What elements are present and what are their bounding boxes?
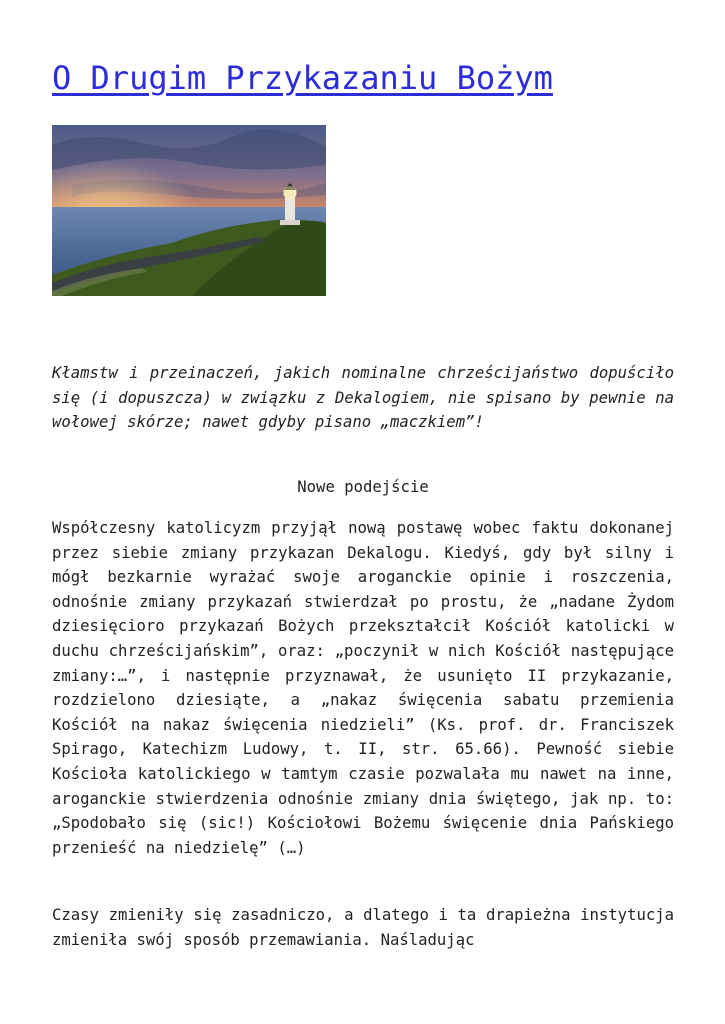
article-title-link[interactable]: O Drugim Przykazaniu Bożym bbox=[52, 59, 553, 97]
body-paragraph: Czasy zmieniły się zasadniczo, a dlatego i ta drapieżna instytucja zmieniła swój sposób przemawiania. Naśladując bbox=[52, 906, 674, 949]
intro-paragraph: Kłamstw i przeinaczeń, jakich nominalne chrześcijaństwo dopuściło się (i dopuszcza) w związku z Dekalogiem, nie spisano by pewnie na wołowej skórze; nawet gdyby pisano „maczkiem”! bbox=[52, 364, 674, 432]
section-subheading: Nowe podejście bbox=[297, 478, 429, 496]
body-paragraph: Współczesny katolicyzm przyjął nową postawę wobec faktu dokonanej przez siebie zmiany przykazan Dekalogu. Kiedyś, gdy był silny i mógł bezkarnie wyrażać swoje aroganckie opinie i roszczenia, odnośnie zmiany przykazań stwierdzał po prostu, że „nadane Żydom dziesięcioro przykazań Bożych przekształcił Kościół katolicki w duchu chrześcijańskim”, oraz: „poczynił w nich Kościół następujące zmiany:…”, i następnie przyznawał, że usunięto II przykazanie, rozdzielono dziesiąte, a „nakaz święcenia sabatu przemienia Kościół na nakaz święcenia niedzieli” (Ks. prof. dr. Franciszek Spirago, Katechizm Ludowy, t. II, str. 65.66). Pewność siebie Kościoła katolickiego w tamtym czasie pozwalała mu nawet na inne, aroganckie stwierdzenia odnośnie zmiany dnia świętego, jak np. to: „Spodobało się (sic!) Kościołowi Bożemu święcenie dnia Pańskiego przenieść na niedzielę” (…) bbox=[52, 519, 674, 857]
lighthouse-photo bbox=[52, 125, 326, 296]
